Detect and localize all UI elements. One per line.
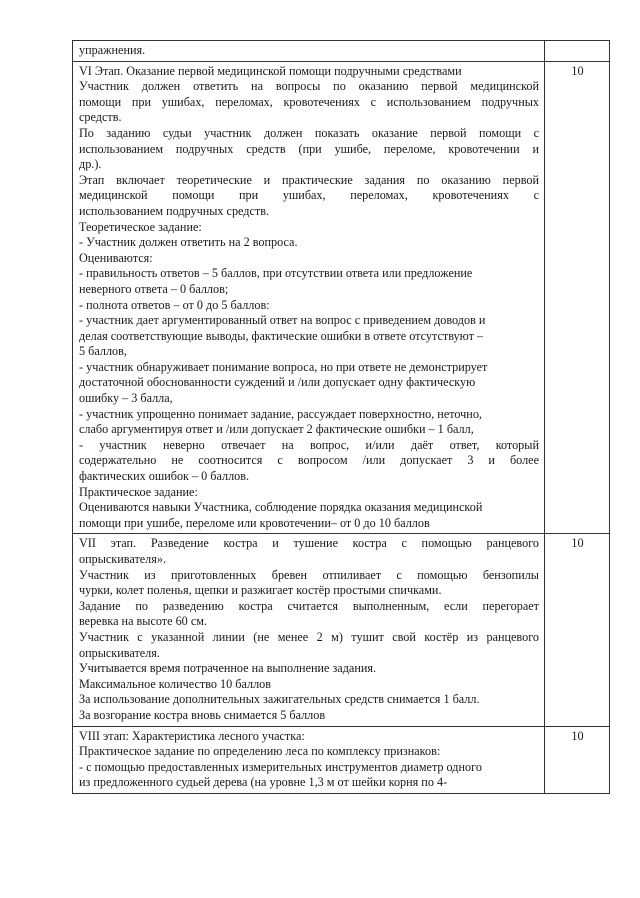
text-line: Участник с указанной линии (не менее 2 м) тушит свой костёр из ранцевого (79, 629, 539, 644)
text-line: Максимальное количество 10 баллов (79, 676, 271, 691)
max-score-cell (545, 41, 610, 62)
table-row (73, 61, 610, 534)
max-score-cell: 10 (545, 534, 610, 726)
text-line: По заданию судьи участник должен показать оказание первой помощи с (79, 125, 539, 140)
text-line: VI Этап. Оказание первой медицинской помощи подручными средствами (79, 63, 462, 78)
text-line: веревка на высоте 60 см. (79, 614, 207, 629)
text-line: делая соответствующие выводы, фактические ошибки в ответе отсутствуют – (79, 328, 484, 343)
text-line: содержательно не соотносится с вопросом /или допускает 3 и более (79, 453, 539, 468)
text-line: - участник обнаруживает понимание вопроса, но при ответе не демонстрирует (79, 359, 488, 374)
max-score-cell: 10 (545, 61, 610, 534)
text-line: достаточной обоснованности суждений и /или допускает одну фактическую (79, 375, 476, 390)
table-row (73, 534, 610, 726)
text-line: Теоретическое задание: (79, 219, 202, 234)
text-line: За возгорание костра вновь снимается 5 баллов (79, 707, 326, 722)
text-line: др.). (79, 157, 102, 172)
text-line: - участник дает аргументированный ответ на вопрос с приведением доводов и (79, 313, 486, 328)
text-line: слабо аргументируя ответ и /или допускает 2 фактические ошибки – 1 балл, (79, 422, 474, 437)
stage-description-cell (73, 61, 545, 534)
text-line: Задание по разведению костра считается выполненным, если перегорает (79, 598, 539, 613)
text-line: помощи при ушибах, переломах, кровотечениях с использованием подручных (79, 94, 539, 109)
stage-description-cell (73, 41, 545, 62)
text-line: Практическое задание: (79, 484, 198, 499)
text-line: - участник неверно отвечает на вопрос, и/или даёт ответ, который (79, 437, 539, 452)
text-line: Учитывается время потраченное на выполнение задания. (79, 661, 377, 676)
text-line: Участник из приготовленных бревен отпиливает с помощью бензопилы (79, 567, 539, 582)
text-line: - с помощью предоставленных измерительных инструментов диаметр одного (79, 759, 482, 774)
text-line: помощи при ушибе, переломе или кровотечении– от 0 до 10 баллов (79, 515, 430, 530)
text-line: - Участник должен ответить на 2 вопроса. (79, 235, 298, 250)
text-line: ошибку – 3 балла, (79, 391, 173, 406)
text-line: фактических ошибок – 0 баллов. (79, 469, 250, 484)
text-line: опрыскивателя. (79, 645, 160, 660)
text-line: опрыскивателя». (79, 552, 167, 566)
text-line: - правильность ответов – 5 баллов, при отсутствии ответа или предложение (79, 266, 473, 281)
text-line: За использование дополнительных зажигательных средств снимается 1 балл. (79, 692, 480, 707)
text-line: медицинской помощи при ушибах, переломах, кровотечениях с (79, 188, 539, 203)
table-row (73, 726, 610, 793)
text-line: Оцениваются: (79, 250, 153, 265)
text-line: использованием подручных средств (при ушибе, переломе, кровотечении и (79, 141, 539, 156)
max-score-cell: 10 (545, 726, 610, 793)
text-line: чурки, колет поленья, щепки и разжигает костёр простыми спичками. (79, 583, 442, 598)
text-line: VIII этап: Характеристика лесного участка: (79, 728, 305, 743)
text-line: Участник должен ответить на вопросы по оказанию первой медицинской (79, 79, 539, 94)
text-line: упражнения. (79, 43, 146, 57)
stage-description-cell (73, 534, 545, 726)
criteria-table (72, 40, 610, 794)
text-line: неверного ответа – 0 баллов; (79, 281, 229, 296)
text-line: использованием подручных средств. (79, 203, 270, 218)
table-row (73, 41, 610, 62)
text-line: Оцениваются навыки Участника, соблюдение порядка оказания медицинской (79, 500, 483, 515)
text-line: средств. (79, 110, 122, 125)
text-line: VII этап. Разведение костра и тушение костра с помощью ранцевого (79, 536, 539, 551)
text-line: Этап включает теоретические и практические задания по оказанию первой (79, 172, 539, 187)
text-line: 5 баллов, (79, 344, 127, 359)
text-line: Практическое задание по определению леса по комплексу признаков: (79, 744, 441, 759)
text-line: - участник упрощенно понимает задание, рассуждает поверхностно, неточно, (79, 406, 482, 421)
text-line: из предложенного судьей дерева (на уровне 1,3 м от шейки корня по 4- (79, 775, 448, 790)
stage-description-cell (73, 726, 545, 793)
text-line: - полнота ответов – от 0 до 5 баллов: (79, 297, 270, 312)
